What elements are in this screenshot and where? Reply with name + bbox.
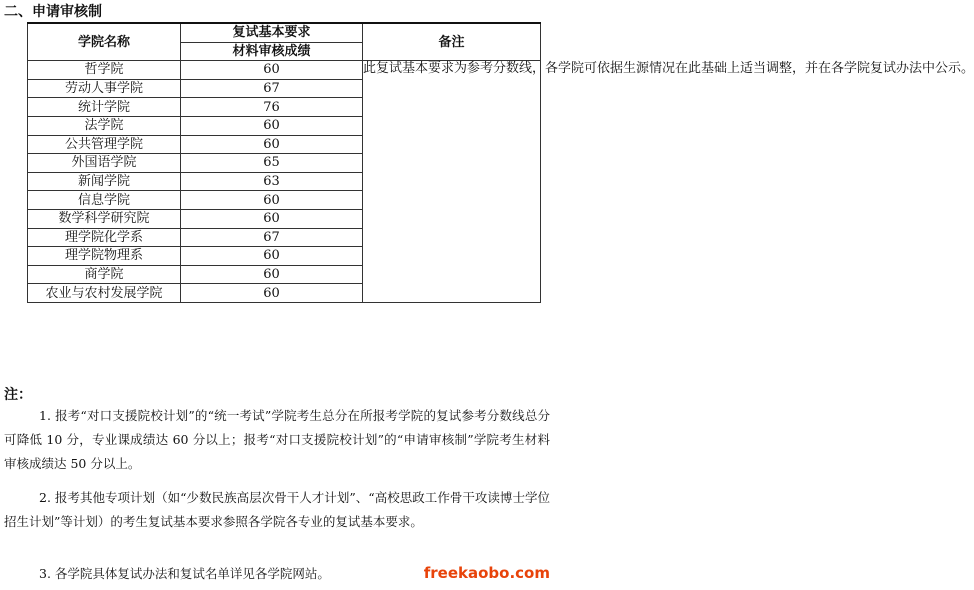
score-cell: 67 [181,79,363,98]
section-title: 二、申请审核制 [4,4,102,20]
score-cell: 60 [181,284,363,303]
score-cell: 60 [181,135,363,154]
college-name-cell: 理学院化学系 [28,228,181,247]
college-name-cell: 公共管理学院 [28,135,181,154]
review-requirements-table [27,22,974,303]
watermark: freekaobo.com [423,564,550,582]
score-cell: 76 [181,98,363,117]
note-item-1: 1. 报考“对口支援院校计划”的“统一考试”学院考生总分在所报考学院的复试参考分数线总分可降低 10 分，专业课成绩达 60 分以上；报考“对口支援院校计划”的“申请审核制”学院考生材料审核成绩达 50 分以上。 [4,408,550,471]
college-name-cell: 理学院物理系 [28,247,181,266]
college-name-cell: 哲学院 [28,61,181,80]
column-header-college-name: 学院名称 [28,23,181,61]
note-item-3: 3. 各学院具体复试办法和复试名单详见各学院网站。 [39,566,330,581]
column-header-requirement-top: 复试基本要求 [181,23,363,42]
note-item-2: 2. 报考其他专项计划（如“少数民族高层次骨干人才计划”、“高校思政工作骨干攻读博士学位招生计划”等计划）的考生复试基本要求参照各学院各专业的复试基本要求。 [4,490,550,529]
college-name-cell: 农业与农村发展学院 [28,284,181,303]
table-header-row [28,23,541,42]
college-name-cell: 劳动人事学院 [28,79,181,98]
score-cell: 63 [181,172,363,191]
score-cell: 60 [181,209,363,228]
score-cell: 60 [181,247,363,266]
note-cell: 此复试基本要求为参考分数线，各学院可依据生源情况在此基础上适当调整，并在各学院复试办法中公示。 [363,61,541,303]
table-row [28,61,541,80]
column-header-requirement-bottom: 材料审核成绩 [181,42,363,61]
college-name-cell: 外国语学院 [28,154,181,173]
college-name-cell: 统计学院 [28,98,181,117]
notes-label: 注： [4,387,32,403]
college-name-cell: 法学院 [28,116,181,135]
column-header-note: 备注 [363,23,541,61]
score-cell: 60 [181,191,363,210]
score-cell: 60 [181,265,363,284]
score-cell: 67 [181,228,363,247]
college-name-cell: 数学科学研究院 [28,209,181,228]
score-cell: 60 [181,116,363,135]
score-cell: 65 [181,154,363,173]
college-name-cell: 信息学院 [28,191,181,210]
college-name-cell: 商学院 [28,265,181,284]
score-cell: 60 [181,61,363,80]
college-name-cell: 新闻学院 [28,172,181,191]
